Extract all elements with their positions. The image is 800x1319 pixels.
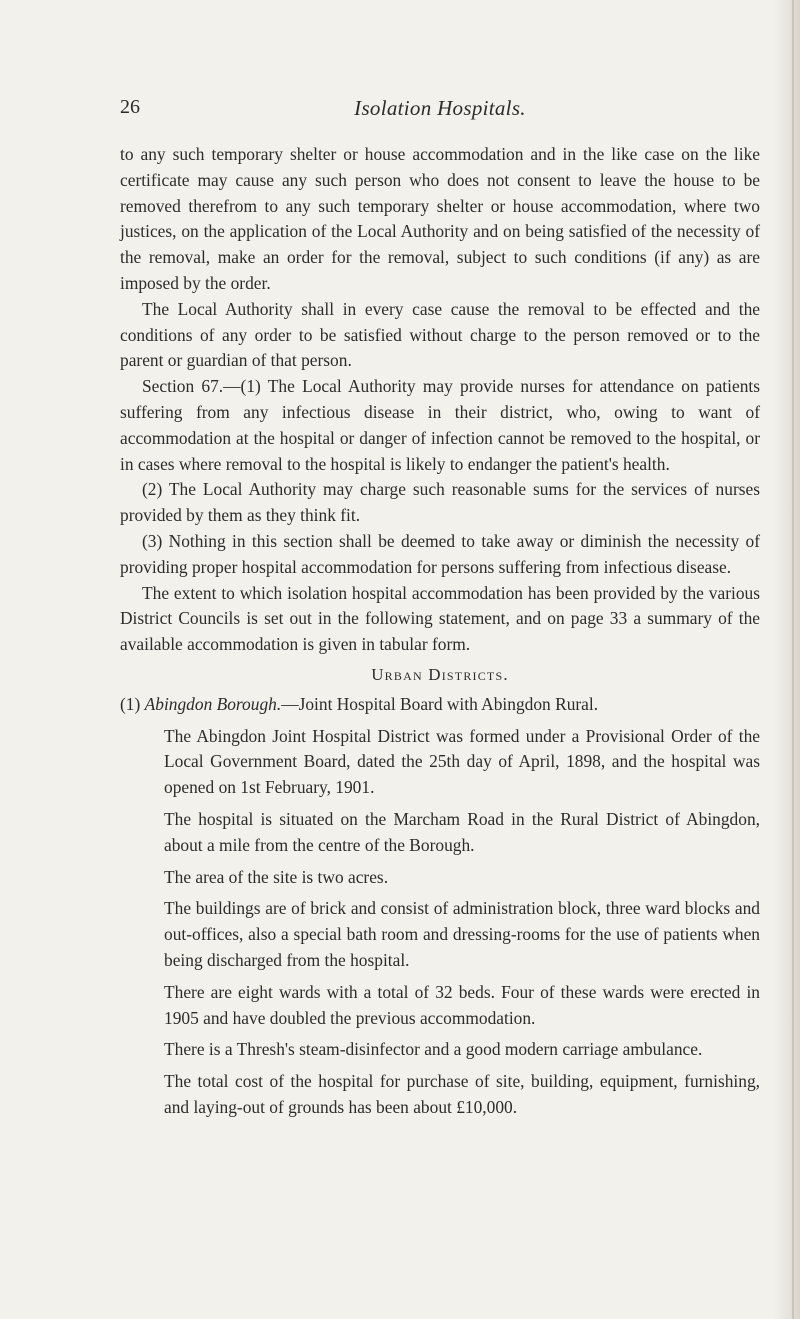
paragraph: to any such temporary shelter or house accommodation and in the like case on the like certificate may cause any such person who does not consent to leave the house to be removed therefrom to any such temporary shelter or house accommodation, where two justices, on the application of the Local Authority and on being satisfied of the necessity of the removal, make an order for the removal, subject to such conditions (if any) as are imposed by the order. [120, 144, 760, 293]
sub-paragraph: The hospital is situated on the Marcham Road in the Rural District of Abingdon, about a mile from the centre of the Borough. [164, 808, 760, 855]
district-name: Abingdon Borough. [144, 693, 282, 714]
paragraph: The Local Authority shall in every case cause the removal to be effected and the conditions of any order to be satisfied without charge to the person removed or to the parent or guardian of that person. [120, 298, 760, 371]
running-title: Isolation Hospitals. [354, 96, 526, 120]
sub-paragraph: The total cost of the hospital for purchase of site, building, equipment, furnishing, and laying-out of grounds has been about £10,000. [164, 1071, 760, 1117]
entry-number: (1) [120, 693, 141, 714]
body-text [120, 142, 760, 1121]
page-edge-shadow [774, 0, 800, 1319]
running-head [120, 96, 760, 126]
sub-paragraph: There are eight wards with a total of 32 beds. Four of these wards were erected in 1905 and have doubled the previous accommodation. [164, 981, 760, 1028]
sub-paragraph: The buildings are of brick and consist of administration block, three ward blocks and out-offices, also a special bath room and dressing-rooms for the use of patients when being discharged from the hospital. [164, 898, 760, 970]
paragraph: (3) Nothing in this section shall be deemed to take away or diminish the necessity of providing proper hospital accommodation for persons suffering from infectious disease. [120, 530, 760, 577]
paragraph: Section 67.—(1) The Local Authority may provide nurses for attendance on patients suffering from any infectious disease in their district, who, owing to want of accommodation at the hospital or danger of infection cannot be removed to the hospital, or in cases where removal to the hospital is likely to endanger the patient's health. [120, 376, 760, 474]
paragraph: The extent to which isolation hospital accommodation has been provided by the various District Councils is set out in the following statement, and on page 33 a summary of the available accommodation is given in tabular form. [120, 582, 760, 655]
page-number: 26 [120, 96, 140, 118]
sub-paragraph: There is a Thresh's steam-disinfector and a good modern carriage ambulance. [164, 1039, 703, 1060]
paragraph: (2) The Local Authority may charge such reasonable sums for the services of nurses provided by them as they think fit. [120, 479, 760, 526]
entry-lead: —Joint Hospital Board with Abingdon Rural. [281, 693, 599, 714]
section-heading: Urban Districts. [371, 664, 509, 684]
sub-paragraph: The area of the site is two acres. [164, 866, 389, 887]
district-entry [120, 692, 760, 718]
page-edge-line [792, 0, 794, 1319]
sub-paragraph: The Abingdon Joint Hospital District was formed under a Provisional Order of the Local Government Board, dated the 25th day of April, 1898, and the hospital was opened on 1st February, 1901. [164, 725, 760, 798]
